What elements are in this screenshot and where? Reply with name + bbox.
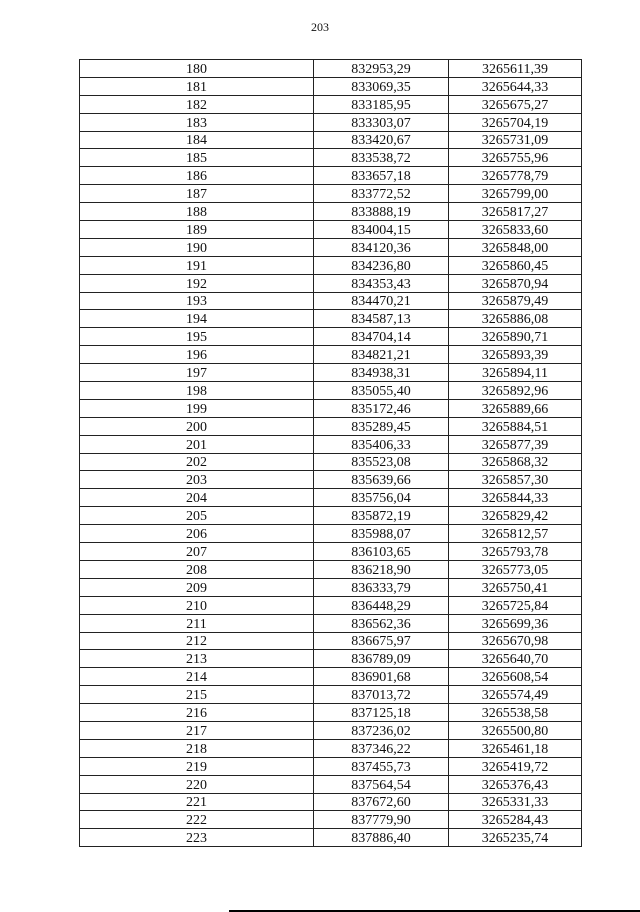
y-coordinate-cell: 3265844,33 — [449, 489, 582, 507]
point-number-cell: 212 — [80, 632, 314, 650]
table-row — [80, 167, 582, 185]
x-coordinate-cell: 836675,97 — [314, 632, 449, 650]
x-coordinate-cell: 837236,02 — [314, 721, 449, 739]
point-number-cell: 191 — [80, 256, 314, 274]
x-coordinate-cell: 833303,07 — [314, 113, 449, 131]
table-row — [80, 614, 582, 632]
y-coordinate-cell: 3265799,00 — [449, 185, 582, 203]
point-number-cell: 210 — [80, 596, 314, 614]
x-coordinate-cell: 835872,19 — [314, 507, 449, 525]
table-row — [80, 578, 582, 596]
table-row — [80, 507, 582, 525]
x-coordinate-cell: 836562,36 — [314, 614, 449, 632]
point-number-cell: 199 — [80, 399, 314, 417]
y-coordinate-cell: 3265419,72 — [449, 757, 582, 775]
point-number-cell: 202 — [80, 453, 314, 471]
y-coordinate-cell: 3265235,74 — [449, 829, 582, 847]
table-row — [80, 811, 582, 829]
y-coordinate-cell: 3265670,98 — [449, 632, 582, 650]
table-row — [80, 704, 582, 722]
x-coordinate-cell: 833888,19 — [314, 203, 449, 221]
y-coordinate-cell: 3265461,18 — [449, 739, 582, 757]
table-row — [80, 185, 582, 203]
y-coordinate-cell: 3265574,49 — [449, 686, 582, 704]
point-number-cell: 194 — [80, 310, 314, 328]
table-row — [80, 453, 582, 471]
y-coordinate-cell: 3265538,58 — [449, 704, 582, 722]
y-coordinate-cell: 3265889,66 — [449, 399, 582, 417]
point-number-cell: 203 — [80, 471, 314, 489]
x-coordinate-cell: 835756,04 — [314, 489, 449, 507]
table-row — [80, 256, 582, 274]
x-coordinate-cell: 837564,54 — [314, 775, 449, 793]
point-number-cell: 208 — [80, 560, 314, 578]
x-coordinate-cell: 834587,13 — [314, 310, 449, 328]
table-row — [80, 757, 582, 775]
x-coordinate-cell: 835055,40 — [314, 382, 449, 400]
x-coordinate-cell: 832953,29 — [314, 60, 449, 78]
table-row — [80, 596, 582, 614]
point-number-cell: 190 — [80, 238, 314, 256]
x-coordinate-cell: 834938,31 — [314, 364, 449, 382]
point-number-cell: 220 — [80, 775, 314, 793]
x-coordinate-cell: 835639,66 — [314, 471, 449, 489]
x-coordinate-cell: 835172,46 — [314, 399, 449, 417]
table-row — [80, 310, 582, 328]
table-row — [80, 203, 582, 221]
page-number: 203 — [311, 20, 329, 34]
x-coordinate-cell: 833069,35 — [314, 77, 449, 95]
point-number-cell: 180 — [80, 60, 314, 78]
point-number-cell: 200 — [80, 417, 314, 435]
point-number-cell: 187 — [80, 185, 314, 203]
x-coordinate-cell: 835523,08 — [314, 453, 449, 471]
y-coordinate-cell: 3265608,54 — [449, 668, 582, 686]
coordinates-table — [79, 59, 582, 847]
y-coordinate-cell: 3265699,36 — [449, 614, 582, 632]
point-number-cell: 223 — [80, 829, 314, 847]
y-coordinate-cell: 3265640,70 — [449, 650, 582, 668]
table-row — [80, 131, 582, 149]
x-coordinate-cell: 834821,21 — [314, 346, 449, 364]
x-coordinate-cell: 835406,33 — [314, 435, 449, 453]
table-row — [80, 399, 582, 417]
x-coordinate-cell: 836901,68 — [314, 668, 449, 686]
point-number-cell: 181 — [80, 77, 314, 95]
y-coordinate-cell: 3265750,41 — [449, 578, 582, 596]
x-coordinate-cell: 833185,95 — [314, 95, 449, 113]
table-row — [80, 829, 582, 847]
table-row — [80, 739, 582, 757]
point-number-cell: 189 — [80, 221, 314, 239]
y-coordinate-cell: 3265675,27 — [449, 95, 582, 113]
x-coordinate-cell: 837346,22 — [314, 739, 449, 757]
x-coordinate-cell: 833420,67 — [314, 131, 449, 149]
y-coordinate-cell: 3265829,42 — [449, 507, 582, 525]
y-coordinate-cell: 3265893,39 — [449, 346, 582, 364]
x-coordinate-cell: 834470,21 — [314, 292, 449, 310]
table-row — [80, 221, 582, 239]
y-coordinate-cell: 3265755,96 — [449, 149, 582, 167]
y-coordinate-cell: 3265857,30 — [449, 471, 582, 489]
y-coordinate-cell: 3265848,00 — [449, 238, 582, 256]
table-row — [80, 721, 582, 739]
y-coordinate-cell: 3265860,45 — [449, 256, 582, 274]
table-row — [80, 77, 582, 95]
y-coordinate-cell: 3265725,84 — [449, 596, 582, 614]
point-number-cell: 219 — [80, 757, 314, 775]
point-number-cell: 182 — [80, 95, 314, 113]
table-row — [80, 668, 582, 686]
y-coordinate-cell: 3265812,57 — [449, 525, 582, 543]
y-coordinate-cell: 3265890,71 — [449, 328, 582, 346]
table-row — [80, 435, 582, 453]
point-number-cell: 185 — [80, 149, 314, 167]
table-row — [80, 525, 582, 543]
point-number-cell: 218 — [80, 739, 314, 757]
table-row — [80, 543, 582, 561]
y-coordinate-cell: 3265611,39 — [449, 60, 582, 78]
x-coordinate-cell: 836103,65 — [314, 543, 449, 561]
point-number-cell: 205 — [80, 507, 314, 525]
point-number-cell: 198 — [80, 382, 314, 400]
y-coordinate-cell: 3265500,80 — [449, 721, 582, 739]
point-number-cell: 217 — [80, 721, 314, 739]
x-coordinate-cell: 834353,43 — [314, 274, 449, 292]
point-number-cell: 192 — [80, 274, 314, 292]
table-row — [80, 238, 582, 256]
table-row — [80, 113, 582, 131]
x-coordinate-cell: 837886,40 — [314, 829, 449, 847]
y-coordinate-cell: 3265817,27 — [449, 203, 582, 221]
point-number-cell: 213 — [80, 650, 314, 668]
table-row — [80, 292, 582, 310]
x-coordinate-cell: 837125,18 — [314, 704, 449, 722]
x-coordinate-cell: 836333,79 — [314, 578, 449, 596]
y-coordinate-cell: 3265892,96 — [449, 382, 582, 400]
point-number-cell: 196 — [80, 346, 314, 364]
point-number-cell: 188 — [80, 203, 314, 221]
point-number-cell: 197 — [80, 364, 314, 382]
y-coordinate-cell: 3265868,32 — [449, 453, 582, 471]
y-coordinate-cell: 3265894,11 — [449, 364, 582, 382]
y-coordinate-cell: 3265884,51 — [449, 417, 582, 435]
point-number-cell: 183 — [80, 113, 314, 131]
x-coordinate-cell: 835988,07 — [314, 525, 449, 543]
point-number-cell: 186 — [80, 167, 314, 185]
y-coordinate-cell: 3265731,09 — [449, 131, 582, 149]
y-coordinate-cell: 3265773,05 — [449, 560, 582, 578]
point-number-cell: 216 — [80, 704, 314, 722]
table-row — [80, 149, 582, 167]
table-row — [80, 560, 582, 578]
point-number-cell: 204 — [80, 489, 314, 507]
table-row — [80, 274, 582, 292]
table-row — [80, 471, 582, 489]
x-coordinate-cell: 833538,72 — [314, 149, 449, 167]
x-coordinate-cell: 836218,90 — [314, 560, 449, 578]
table-body — [80, 60, 582, 847]
x-coordinate-cell: 833657,18 — [314, 167, 449, 185]
table-row — [80, 95, 582, 113]
y-coordinate-cell: 3265877,39 — [449, 435, 582, 453]
point-number-cell: 209 — [80, 578, 314, 596]
y-coordinate-cell: 3265778,79 — [449, 167, 582, 185]
y-coordinate-cell: 3265331,33 — [449, 793, 582, 811]
x-coordinate-cell: 837455,73 — [314, 757, 449, 775]
x-coordinate-cell: 837672,60 — [314, 793, 449, 811]
x-coordinate-cell: 834704,14 — [314, 328, 449, 346]
point-number-cell: 214 — [80, 668, 314, 686]
table-row — [80, 346, 582, 364]
table-row — [80, 489, 582, 507]
point-number-cell: 221 — [80, 793, 314, 811]
table-row — [80, 382, 582, 400]
y-coordinate-cell: 3265376,43 — [449, 775, 582, 793]
table-row — [80, 60, 582, 78]
table-row — [80, 364, 582, 382]
table-row — [80, 417, 582, 435]
point-number-cell: 206 — [80, 525, 314, 543]
x-coordinate-cell: 837779,90 — [314, 811, 449, 829]
x-coordinate-cell: 834236,80 — [314, 256, 449, 274]
x-coordinate-cell: 834120,36 — [314, 238, 449, 256]
x-coordinate-cell: 837013,72 — [314, 686, 449, 704]
x-coordinate-cell: 836789,09 — [314, 650, 449, 668]
table-row — [80, 686, 582, 704]
x-coordinate-cell: 833772,52 — [314, 185, 449, 203]
point-number-cell: 184 — [80, 131, 314, 149]
table-row — [80, 632, 582, 650]
point-number-cell: 215 — [80, 686, 314, 704]
table-row — [80, 793, 582, 811]
table-row — [80, 650, 582, 668]
y-coordinate-cell: 3265833,60 — [449, 221, 582, 239]
y-coordinate-cell: 3265644,33 — [449, 77, 582, 95]
x-coordinate-cell: 834004,15 — [314, 221, 449, 239]
table-row — [80, 328, 582, 346]
y-coordinate-cell: 3265870,94 — [449, 274, 582, 292]
x-coordinate-cell: 835289,45 — [314, 417, 449, 435]
point-number-cell: 195 — [80, 328, 314, 346]
point-number-cell: 222 — [80, 811, 314, 829]
point-number-cell: 193 — [80, 292, 314, 310]
y-coordinate-cell: 3265284,43 — [449, 811, 582, 829]
y-coordinate-cell: 3265879,49 — [449, 292, 582, 310]
y-coordinate-cell: 3265886,08 — [449, 310, 582, 328]
y-coordinate-cell: 3265793,78 — [449, 543, 582, 561]
point-number-cell: 207 — [80, 543, 314, 561]
table-row — [80, 775, 582, 793]
point-number-cell: 211 — [80, 614, 314, 632]
y-coordinate-cell: 3265704,19 — [449, 113, 582, 131]
x-coordinate-cell: 836448,29 — [314, 596, 449, 614]
point-number-cell: 201 — [80, 435, 314, 453]
